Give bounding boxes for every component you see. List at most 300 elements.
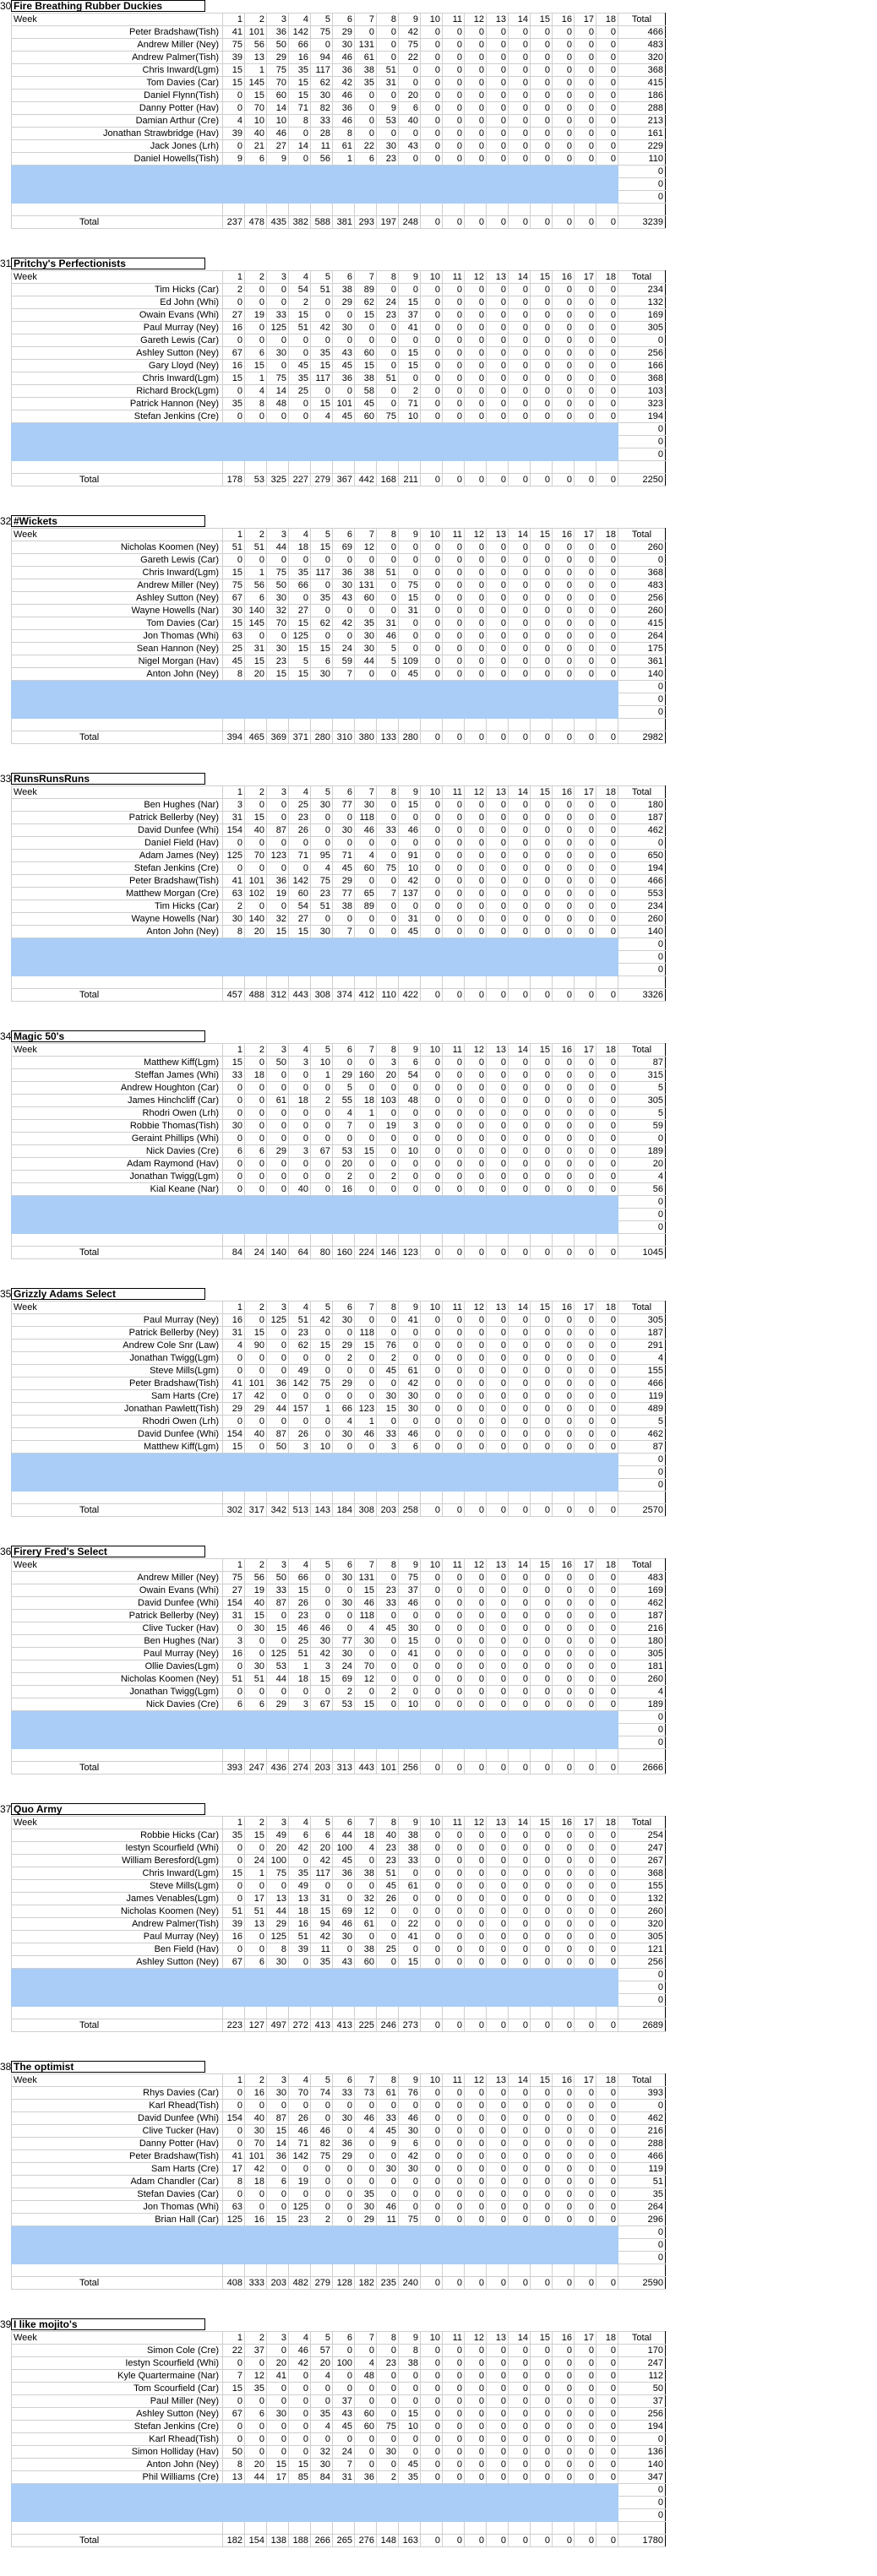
blank-cell[interactable]: [355, 2252, 377, 2264]
week-score[interactable]: 23: [377, 153, 399, 166]
blank-cell[interactable]: [596, 1479, 618, 1492]
team-name[interactable]: Pritchy's Perfectionists: [11, 258, 205, 269]
week-score[interactable]: 0: [575, 812, 596, 824]
week-score[interactable]: 40: [245, 1428, 267, 1441]
week-score[interactable]: 0: [553, 1855, 575, 1867]
week-score[interactable]: 0: [509, 1855, 531, 1867]
week-score[interactable]: 0: [531, 39, 553, 52]
blank-cell[interactable]: [531, 1209, 553, 1221]
blank-cell[interactable]: [333, 951, 355, 964]
player-name[interactable]: Adam Raymond (Hav): [12, 1158, 223, 1171]
blank-cell[interactable]: [421, 1736, 443, 1749]
week-score[interactable]: 8: [245, 398, 267, 410]
blank-cell[interactable]: [399, 2509, 421, 2522]
week-score[interactable]: 0: [289, 2100, 311, 2112]
week-score[interactable]: 0: [443, 862, 465, 875]
week-score[interactable]: 0: [487, 1673, 509, 1686]
week-score[interactable]: 23: [377, 1842, 399, 1855]
blank-cell[interactable]: [377, 951, 399, 964]
blank-cell[interactable]: [553, 1711, 575, 1724]
blank-cell[interactable]: [443, 2484, 465, 2497]
week-score[interactable]: 0: [575, 2345, 596, 2357]
week-score[interactable]: 0: [487, 2125, 509, 2138]
week-score[interactable]: 0: [575, 153, 596, 166]
week-score[interactable]: 0: [509, 1610, 531, 1622]
week-score[interactable]: 0: [509, 1365, 531, 1378]
week-score[interactable]: 16: [223, 360, 245, 372]
week-score[interactable]: 0: [267, 1365, 289, 1378]
week-score[interactable]: 42: [311, 322, 333, 334]
week-score[interactable]: 0: [553, 2446, 575, 2459]
week-score[interactable]: 0: [596, 2138, 618, 2150]
week-score[interactable]: 45: [377, 1365, 399, 1378]
week-score[interactable]: 31: [223, 1610, 245, 1622]
week-score[interactable]: 0: [531, 26, 553, 39]
week-score[interactable]: 0: [421, 2459, 443, 2471]
week-score[interactable]: 0: [443, 1698, 465, 1711]
week-score[interactable]: 0: [531, 850, 553, 862]
week-score[interactable]: 0: [553, 1931, 575, 1943]
blank-cell[interactable]: [443, 1479, 465, 1492]
week-score[interactable]: 0: [575, 888, 596, 900]
week-score[interactable]: 0: [596, 1880, 618, 1893]
week-score[interactable]: 51: [289, 1931, 311, 1943]
week-score[interactable]: 0: [421, 617, 443, 630]
week-score[interactable]: 0: [245, 1057, 267, 1069]
week-score[interactable]: 0: [421, 26, 443, 39]
week-score[interactable]: 0: [509, 643, 531, 655]
week-score[interactable]: 30: [399, 2163, 421, 2176]
week-score[interactable]: 0: [377, 850, 399, 862]
week-score[interactable]: 0: [443, 1597, 465, 1610]
week-score[interactable]: 0: [487, 1829, 509, 1842]
week-score[interactable]: 0: [575, 1893, 596, 1905]
blank-cell[interactable]: [245, 706, 267, 719]
week-score[interactable]: 0: [399, 1158, 421, 1171]
week-score[interactable]: 0: [421, 579, 443, 592]
week-score[interactable]: 42: [311, 1931, 333, 1943]
blank-cell[interactable]: [487, 1196, 509, 1209]
week-score[interactable]: 0: [531, 824, 553, 837]
blank-cell[interactable]: [399, 951, 421, 964]
week-score[interactable]: 0: [355, 1686, 377, 1698]
blank-cell[interactable]: [267, 1736, 289, 1749]
week-score[interactable]: 0: [443, 1183, 465, 1196]
player-name[interactable]: Matthew Morgan (Cre): [12, 888, 223, 900]
week-score[interactable]: 70: [267, 77, 289, 90]
week-score[interactable]: 0: [421, 888, 443, 900]
blank-cell[interactable]: [311, 938, 333, 951]
week-score[interactable]: 46: [267, 128, 289, 140]
week-score[interactable]: 33: [267, 309, 289, 322]
blank-cell[interactable]: [223, 2252, 245, 2264]
week-score[interactable]: 0: [531, 1183, 553, 1196]
week-score[interactable]: 38: [333, 900, 355, 913]
player-row[interactable]: [12, 2188, 666, 2201]
week-score[interactable]: 4: [223, 1340, 245, 1352]
player-name[interactable]: Rhodri Owen (Lrh): [12, 1416, 223, 1428]
blank-cell[interactable]: [12, 2226, 223, 2239]
blank-cell[interactable]: [465, 938, 487, 951]
week-score[interactable]: 0: [355, 2345, 377, 2357]
week-score[interactable]: 0: [531, 2446, 553, 2459]
week-score[interactable]: 0: [553, 296, 575, 309]
week-score[interactable]: 0: [421, 309, 443, 322]
week-score[interactable]: 33: [311, 115, 333, 128]
week-score[interactable]: 0: [377, 900, 399, 913]
week-score[interactable]: 0: [509, 1572, 531, 1584]
blank-cell[interactable]: [223, 1479, 245, 1492]
blank-cell[interactable]: [553, 2484, 575, 2497]
week-score[interactable]: 15: [245, 655, 267, 668]
week-score[interactable]: 44: [267, 1905, 289, 1918]
week-score[interactable]: 0: [575, 128, 596, 140]
week-score[interactable]: 0: [553, 153, 575, 166]
week-score[interactable]: 61: [267, 1095, 289, 1107]
week-score[interactable]: 0: [465, 1403, 487, 1416]
blank-cell[interactable]: [596, 448, 618, 461]
player-name[interactable]: Steve Mills(Lgm): [12, 1365, 223, 1378]
week-score[interactable]: 0: [443, 1158, 465, 1171]
week-score[interactable]: 0: [399, 837, 421, 850]
week-score[interactable]: 0: [355, 2446, 377, 2459]
week-score[interactable]: 39: [289, 1943, 311, 1956]
week-score[interactable]: 33: [333, 2087, 355, 2100]
week-score[interactable]: 29: [333, 296, 355, 309]
blank-cell[interactable]: [531, 448, 553, 461]
week-score[interactable]: 67: [223, 592, 245, 605]
week-score[interactable]: 6: [399, 1441, 421, 1454]
blank-cell[interactable]: [12, 2497, 223, 2509]
week-score[interactable]: 0: [421, 567, 443, 579]
week-score[interactable]: 0: [509, 284, 531, 296]
blank-cell[interactable]: [12, 178, 223, 191]
week-score[interactable]: 0: [531, 837, 553, 850]
player-row[interactable]: [12, 888, 666, 900]
week-score[interactable]: 0: [553, 90, 575, 102]
week-score[interactable]: 65: [355, 888, 377, 900]
week-score[interactable]: 3: [377, 1441, 399, 1454]
week-score[interactable]: 0: [421, 2408, 443, 2421]
week-score[interactable]: 0: [575, 2408, 596, 2421]
week-score[interactable]: 0: [421, 1352, 443, 1365]
week-score[interactable]: 35: [223, 398, 245, 410]
blank-cell[interactable]: [465, 1711, 487, 1724]
week-score[interactable]: 0: [531, 1842, 553, 1855]
blank-cell[interactable]: [245, 178, 267, 191]
blank-cell[interactable]: [223, 166, 245, 178]
week-score[interactable]: 0: [355, 2395, 377, 2408]
week-score[interactable]: 0: [575, 2112, 596, 2125]
week-score[interactable]: 19: [245, 309, 267, 322]
week-score[interactable]: 0: [531, 2138, 553, 2150]
week-score[interactable]: 125: [223, 850, 245, 862]
week-score[interactable]: 0: [223, 334, 245, 347]
blank-cell[interactable]: [223, 2239, 245, 2252]
week-score[interactable]: 117: [311, 1867, 333, 1880]
week-score[interactable]: 0: [333, 385, 355, 398]
week-score[interactable]: 0: [443, 2345, 465, 2357]
week-score[interactable]: 0: [311, 1082, 333, 1095]
week-score[interactable]: 0: [575, 1082, 596, 1095]
week-score[interactable]: 0: [245, 862, 267, 875]
week-score[interactable]: 42: [333, 617, 355, 630]
week-score[interactable]: 0: [487, 1648, 509, 1660]
week-score[interactable]: 0: [575, 1107, 596, 1120]
player-row[interactable]: [12, 64, 666, 77]
week-score[interactable]: 0: [267, 296, 289, 309]
blank-cell[interactable]: [465, 706, 487, 719]
week-score[interactable]: 23: [377, 2357, 399, 2370]
blank-cell[interactable]: [377, 1981, 399, 1994]
blank-cell[interactable]: [355, 2497, 377, 2509]
week-score[interactable]: 0: [465, 579, 487, 592]
week-score[interactable]: 142: [289, 875, 311, 888]
blank-cell[interactable]: [531, 1196, 553, 1209]
week-score[interactable]: 0: [596, 541, 618, 554]
week-score[interactable]: 0: [421, 1610, 443, 1622]
week-score[interactable]: 0: [531, 2345, 553, 2357]
week-score[interactable]: 0: [531, 1597, 553, 1610]
blank-cell[interactable]: [399, 191, 421, 204]
week-score[interactable]: 76: [377, 1340, 399, 1352]
blank-cell[interactable]: [575, 681, 596, 693]
blank-cell[interactable]: [333, 1981, 355, 1994]
player-row[interactable]: [12, 812, 666, 824]
player-name[interactable]: Jack Jones (Lrh): [12, 140, 223, 153]
week-score[interactable]: 36: [333, 372, 355, 385]
week-score[interactable]: 0: [465, 2201, 487, 2214]
week-score[interactable]: 30: [311, 926, 333, 938]
player-row[interactable]: [12, 2214, 666, 2226]
player-name[interactable]: Andrew Miller (Ney): [12, 579, 223, 592]
player-name[interactable]: Paul Murray (Ney): [12, 1648, 223, 1660]
player-row[interactable]: [12, 1057, 666, 1069]
week-score[interactable]: 0: [223, 1082, 245, 1095]
blank-cell[interactable]: [289, 951, 311, 964]
player-row[interactable]: [12, 2446, 666, 2459]
blank-cell[interactable]: [509, 1736, 531, 1749]
blank-cell[interactable]: [289, 2252, 311, 2264]
week-score[interactable]: 0: [531, 1584, 553, 1597]
week-score[interactable]: 0: [596, 64, 618, 77]
week-score[interactable]: 0: [421, 1057, 443, 1069]
team-name[interactable]: RunsRunsRuns: [11, 773, 205, 785]
week-score[interactable]: 0: [596, 2087, 618, 2100]
blank-cell[interactable]: [465, 1969, 487, 1981]
week-score[interactable]: 10: [311, 1441, 333, 1454]
week-score[interactable]: 7: [333, 1120, 355, 1133]
week-score[interactable]: 125: [267, 1931, 289, 1943]
week-score[interactable]: 0: [509, 850, 531, 862]
blank-cell[interactable]: [443, 178, 465, 191]
week-score[interactable]: 0: [575, 2357, 596, 2370]
blank-cell[interactable]: [289, 2239, 311, 2252]
week-score[interactable]: 71: [289, 2138, 311, 2150]
week-score[interactable]: 31: [333, 2471, 355, 2484]
week-score[interactable]: 0: [223, 2357, 245, 2370]
week-score[interactable]: 2: [377, 1352, 399, 1365]
week-score[interactable]: 0: [421, 643, 443, 655]
player-name[interactable]: Sam Harts (Cre): [12, 1390, 223, 1403]
week-score[interactable]: 0: [531, 2421, 553, 2433]
week-score[interactable]: 0: [355, 2176, 377, 2188]
blank-cell[interactable]: [355, 1969, 377, 1981]
week-score[interactable]: 42: [399, 1378, 421, 1390]
week-score[interactable]: 0: [311, 296, 333, 309]
week-score[interactable]: 0: [487, 837, 509, 850]
week-score[interactable]: 0: [223, 1622, 245, 1635]
week-score[interactable]: 2: [289, 296, 311, 309]
blank-cell[interactable]: [267, 2509, 289, 2522]
week-score[interactable]: 0: [355, 1365, 377, 1378]
week-score[interactable]: 51: [289, 322, 311, 334]
player-name[interactable]: Ben Hughes (Nar): [12, 1635, 223, 1648]
blank-cell[interactable]: [575, 423, 596, 436]
week-score[interactable]: 20: [267, 1842, 289, 1855]
blank-cell[interactable]: [596, 2226, 618, 2239]
blank-cell[interactable]: [575, 1221, 596, 1234]
week-score[interactable]: 0: [399, 2433, 421, 2446]
week-score[interactable]: 0: [377, 668, 399, 681]
week-score[interactable]: 0: [377, 875, 399, 888]
player-name[interactable]: Wayne Howells (Nar): [12, 913, 223, 926]
player-name[interactable]: Stefan Davies (Car): [12, 2188, 223, 2201]
week-score[interactable]: 15: [355, 309, 377, 322]
week-score[interactable]: 0: [553, 140, 575, 153]
week-score[interactable]: 0: [531, 1082, 553, 1095]
week-score[interactable]: 38: [399, 2357, 421, 2370]
week-score[interactable]: 0: [443, 2138, 465, 2150]
week-score[interactable]: 100: [333, 1842, 355, 1855]
week-score[interactable]: 8: [223, 2176, 245, 2188]
week-score[interactable]: 45: [399, 668, 421, 681]
blank-cell[interactable]: [575, 2252, 596, 2264]
week-score[interactable]: 0: [245, 1416, 267, 1428]
week-score[interactable]: 0: [596, 2370, 618, 2383]
blank-cell[interactable]: [245, 2484, 267, 2497]
week-score[interactable]: 131: [355, 39, 377, 52]
week-score[interactable]: 0: [311, 1572, 333, 1584]
week-score[interactable]: 0: [531, 1352, 553, 1365]
week-score[interactable]: 0: [531, 2163, 553, 2176]
week-score[interactable]: 0: [553, 668, 575, 681]
week-score[interactable]: 0: [553, 1069, 575, 1082]
player-row[interactable]: [12, 875, 666, 888]
week-score[interactable]: 0: [509, 115, 531, 128]
week-score[interactable]: 0: [531, 1622, 553, 1635]
player-name[interactable]: Anton John (Ney): [12, 926, 223, 938]
blank-cell[interactable]: [509, 1454, 531, 1466]
week-score[interactable]: 0: [465, 2125, 487, 2138]
week-score[interactable]: 46: [355, 824, 377, 837]
week-score[interactable]: 0: [531, 1378, 553, 1390]
blank-cell[interactable]: [509, 1724, 531, 1736]
week-score[interactable]: 0: [509, 2383, 531, 2395]
week-score[interactable]: 0: [223, 1365, 245, 1378]
week-score[interactable]: 75: [267, 1867, 289, 1880]
week-score[interactable]: 0: [531, 1057, 553, 1069]
week-score[interactable]: 0: [355, 913, 377, 926]
week-score[interactable]: 0: [553, 1158, 575, 1171]
player-name[interactable]: Peter Bradshaw(Tish): [12, 2150, 223, 2163]
player-row[interactable]: [12, 837, 666, 850]
week-score[interactable]: 11: [311, 140, 333, 153]
player-row[interactable]: [12, 1686, 666, 1698]
week-score[interactable]: 0: [311, 1428, 333, 1441]
blank-cell[interactable]: [487, 1454, 509, 1466]
week-score[interactable]: 0: [443, 837, 465, 850]
blank-cell[interactable]: [223, 2509, 245, 2522]
week-score[interactable]: 0: [531, 888, 553, 900]
week-score[interactable]: 0: [575, 1698, 596, 1711]
blank-cell[interactable]: [289, 1736, 311, 1749]
week-score[interactable]: 0: [311, 1120, 333, 1133]
week-score[interactable]: 0: [575, 322, 596, 334]
week-score[interactable]: 100: [333, 2357, 355, 2370]
week-score[interactable]: 0: [553, 2370, 575, 2383]
week-score[interactable]: 0: [421, 926, 443, 938]
week-score[interactable]: 0: [443, 2446, 465, 2459]
player-row[interactable]: [12, 1648, 666, 1660]
week-score[interactable]: 0: [575, 1686, 596, 1698]
week-score[interactable]: 3: [289, 1441, 311, 1454]
week-score[interactable]: 15: [311, 398, 333, 410]
week-score[interactable]: 0: [596, 567, 618, 579]
team-name[interactable]: Quo Army: [11, 1803, 205, 1815]
week-score[interactable]: 0: [399, 2395, 421, 2408]
player-row[interactable]: [12, 926, 666, 938]
week-score[interactable]: 0: [465, 655, 487, 668]
week-score[interactable]: 0: [596, 102, 618, 115]
week-score[interactable]: 0: [465, 1931, 487, 1943]
week-score[interactable]: 0: [553, 875, 575, 888]
player-row[interactable]: [12, 140, 666, 153]
week-score[interactable]: 102: [245, 888, 267, 900]
player-row[interactable]: [12, 26, 666, 39]
blank-cell[interactable]: [267, 964, 289, 976]
week-score[interactable]: 0: [245, 2188, 267, 2201]
blank-cell[interactable]: [487, 436, 509, 448]
week-score[interactable]: 0: [553, 1107, 575, 1120]
player-row[interactable]: [12, 153, 666, 166]
week-score[interactable]: 0: [355, 1158, 377, 1171]
week-score[interactable]: 0: [443, 926, 465, 938]
week-score[interactable]: 0: [421, 52, 443, 64]
week-score[interactable]: 0: [553, 2357, 575, 2370]
blank-cell[interactable]: [575, 1969, 596, 1981]
week-score[interactable]: 0: [487, 77, 509, 90]
week-score[interactable]: 31: [311, 1893, 333, 1905]
blank-cell[interactable]: [399, 1969, 421, 1981]
week-score[interactable]: 0: [575, 1416, 596, 1428]
week-score[interactable]: 0: [509, 1584, 531, 1597]
week-score[interactable]: 44: [333, 1829, 355, 1842]
week-score[interactable]: 0: [553, 900, 575, 913]
week-score[interactable]: 67: [311, 1145, 333, 1158]
week-score[interactable]: 0: [596, 52, 618, 64]
week-score[interactable]: 0: [245, 2433, 267, 2446]
week-score[interactable]: 0: [333, 2125, 355, 2138]
blank-cell[interactable]: [267, 1454, 289, 1466]
blank-cell[interactable]: [443, 2497, 465, 2509]
player-row[interactable]: [12, 90, 666, 102]
week-score[interactable]: 0: [267, 630, 289, 643]
week-score[interactable]: 46: [311, 1622, 333, 1635]
week-score[interactable]: 0: [487, 1082, 509, 1095]
blank-cell[interactable]: [575, 1466, 596, 1479]
week-score[interactable]: 0: [465, 309, 487, 322]
